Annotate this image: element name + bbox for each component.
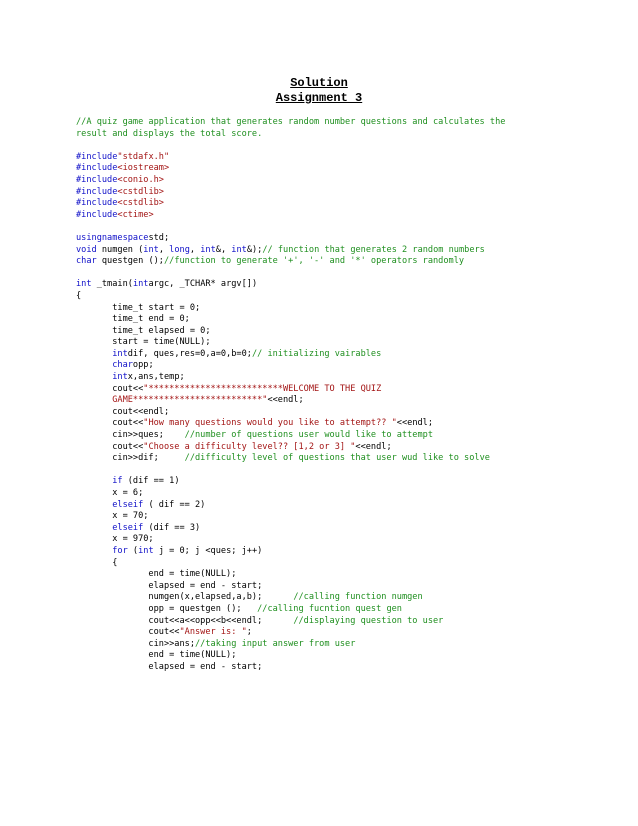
code-text: ( — [127, 545, 139, 556]
code-keyword: int — [112, 348, 128, 359]
code-comment: //displaying question to user — [293, 615, 444, 626]
code-line — [76, 395, 596, 407]
code-text: cin>>dif; — [76, 453, 185, 464]
code-text: cout<< — [76, 383, 144, 394]
code-text: { — [76, 290, 82, 301]
code-text — [76, 546, 112, 556]
code-keyword: usingnamespace — [76, 232, 149, 243]
code-text: _tmain( — [91, 279, 133, 290]
code-text: time_t elapsed = 0; — [76, 325, 211, 336]
code-text: <<endl; — [355, 441, 392, 452]
code-keyword: int — [143, 244, 159, 255]
code-comment: // initializing vairables — [251, 348, 382, 359]
code-line — [76, 198, 596, 210]
code-line — [76, 465, 596, 477]
code-line — [76, 534, 596, 546]
code-text: opp; — [132, 360, 154, 371]
code-string: "stdafx.h" — [117, 151, 170, 162]
code-string: GAME*************************" — [112, 395, 268, 406]
code-keyword: elseif — [112, 499, 144, 510]
code-line — [76, 163, 596, 175]
code-line — [76, 279, 596, 291]
code-line — [76, 221, 596, 233]
code-text: <<endl; — [267, 395, 304, 406]
code-text: start = time(NULL); — [76, 337, 211, 348]
code-text: numgen(x,elapsed,a,b); — [76, 592, 294, 603]
code-keyword: int — [138, 545, 154, 556]
code-keyword: #include — [76, 198, 118, 209]
code-text: x,ans,temp; — [127, 372, 185, 383]
code-text: { — [76, 557, 118, 568]
code-text — [76, 476, 112, 486]
code-comment: //A quiz game application that generates random number questions and calculates the — [76, 117, 506, 127]
code-line — [76, 372, 596, 384]
code-keyword: #include — [76, 151, 118, 162]
code-text: cin>>ans; — [76, 638, 195, 649]
code-line — [76, 430, 596, 442]
code-line — [76, 337, 596, 349]
code-comment: //number of questions user would like to attempt — [184, 430, 434, 441]
code-line — [76, 546, 596, 558]
code-line — [76, 152, 596, 164]
code-text — [76, 372, 112, 382]
code-line — [76, 650, 596, 662]
code-text: &); — [246, 244, 263, 255]
code-line — [76, 291, 596, 303]
code-line — [76, 488, 596, 500]
code-line — [76, 256, 596, 268]
code-line — [76, 314, 596, 326]
code-line — [76, 569, 596, 581]
code-text: x = 6; — [76, 488, 144, 498]
code-keyword: #include — [76, 163, 118, 174]
code-line — [76, 418, 596, 430]
code-text — [76, 395, 112, 405]
code-line — [76, 500, 596, 512]
code-text: cout<<a<<opp<<b<<endl; — [76, 615, 294, 626]
code-line — [76, 592, 596, 604]
code-line — [76, 117, 596, 129]
code-keyword: #include — [76, 209, 118, 220]
code-line — [76, 175, 596, 187]
code-line — [76, 662, 596, 674]
code-line — [76, 616, 596, 628]
code-text: cin>>ques; — [76, 430, 185, 441]
code-text: numgen ( — [96, 244, 144, 255]
code-comment: //taking input answer from user — [195, 638, 356, 649]
code-line — [76, 129, 596, 141]
title-assignment: Assignment 3 — [275, 91, 363, 105]
code-string: <cstdlib> — [117, 198, 164, 209]
code-string: <ctime> — [117, 209, 154, 220]
code-text: cout<< — [76, 627, 180, 638]
code-line — [76, 604, 596, 616]
code-line — [76, 140, 596, 152]
code-line — [76, 442, 596, 454]
code-keyword: int — [112, 372, 128, 383]
code-text: cout<<endl; — [76, 406, 170, 417]
code-text: <<endl; — [396, 418, 434, 429]
code-text: time_t start = 0; — [76, 302, 201, 313]
code-line — [76, 581, 596, 593]
code-string: "**************************WELCOME TO THE QUIZ — [143, 383, 382, 394]
code-text: end = time(NULL); — [76, 650, 237, 661]
code-line — [76, 511, 596, 523]
code-string: "Answer is: " — [179, 627, 247, 638]
code-line — [76, 384, 596, 396]
code-text — [76, 349, 112, 359]
code-text: , — [189, 244, 201, 255]
code-text: ( dif == 2) — [143, 499, 206, 510]
code-text: (dif == 3) — [143, 522, 201, 533]
code-keyword: #include — [76, 186, 118, 197]
title-solution: Solution — [290, 76, 348, 90]
code-line — [76, 268, 596, 280]
code-line — [76, 523, 596, 535]
code-keyword: int — [76, 279, 92, 290]
code-line — [76, 303, 596, 315]
code-keyword: long — [169, 244, 190, 255]
code-text: &, — [215, 244, 232, 255]
code-text — [76, 360, 112, 370]
code-text: cout<< — [76, 418, 144, 429]
code-text: opp = questgen (); — [76, 603, 258, 614]
code-line — [76, 326, 596, 338]
code-comment: //difficulty level of questions that user wud like to solve — [184, 453, 490, 464]
code-keyword: void — [76, 244, 97, 255]
code-line — [76, 245, 596, 257]
code-text: cout<< — [76, 441, 144, 452]
code-keyword: int — [200, 244, 216, 255]
code-keyword: #include — [76, 174, 118, 185]
code-keyword: if — [112, 476, 123, 487]
code-keyword: int — [132, 279, 149, 290]
code-keyword: int — [231, 244, 247, 255]
code-comment: result and displays the total score. — [76, 128, 263, 139]
code-line — [76, 233, 596, 245]
code-string: "How many questions would you like to attempt?? " — [143, 418, 397, 429]
code-line — [76, 476, 596, 488]
code-comment: // function that generates 2 random numbers — [262, 244, 485, 255]
code-text: (dif == 1) — [122, 476, 180, 487]
code-text: x = 970; — [76, 534, 154, 545]
code-string: "Choose a difficulty level?? [1,2 or 3] " — [143, 441, 356, 452]
code-text — [76, 523, 112, 533]
code-line — [76, 639, 596, 651]
code-comment: //function to generate '+', '-' and '*' operators randomly — [163, 256, 465, 267]
code-line — [76, 360, 596, 372]
code-line — [76, 407, 596, 419]
code-text: elapsed = end - start; — [76, 661, 263, 672]
code-text: dif, ques,res=0,a=0,b=0; — [127, 348, 252, 359]
code-line — [76, 453, 596, 465]
code-text — [76, 500, 112, 510]
code-listing — [76, 117, 596, 674]
code-comment: //calling fucntion quest gen — [257, 603, 402, 614]
code-text: end = time(NULL); — [76, 569, 237, 580]
code-line — [76, 187, 596, 199]
code-line — [76, 558, 596, 570]
code-string: <cstdlib> — [117, 186, 164, 197]
code-string: <iostream> — [117, 163, 170, 174]
code-keyword: for — [112, 545, 128, 556]
code-keyword: char — [112, 360, 133, 371]
code-keyword: elseif — [112, 522, 144, 533]
code-text: std; — [148, 232, 170, 243]
code-text: x = 70; — [76, 511, 149, 522]
code-text: questgen (); — [96, 256, 164, 267]
code-text: argc, _TCHAR* argv[]) — [148, 279, 258, 290]
code-text: elapsed = end - start; — [76, 580, 263, 591]
code-text: ; — [246, 627, 252, 638]
code-text: , — [158, 244, 170, 255]
code-string: <conio.h> — [117, 174, 164, 185]
code-line — [76, 627, 596, 639]
code-text: j = 0; j <ques; j++) — [153, 545, 263, 556]
code-comment: //calling function numgen — [293, 592, 423, 603]
code-line — [76, 349, 596, 361]
code-text: time_t end = 0; — [76, 314, 190, 325]
code-keyword: char — [76, 256, 97, 267]
code-line — [76, 210, 596, 222]
